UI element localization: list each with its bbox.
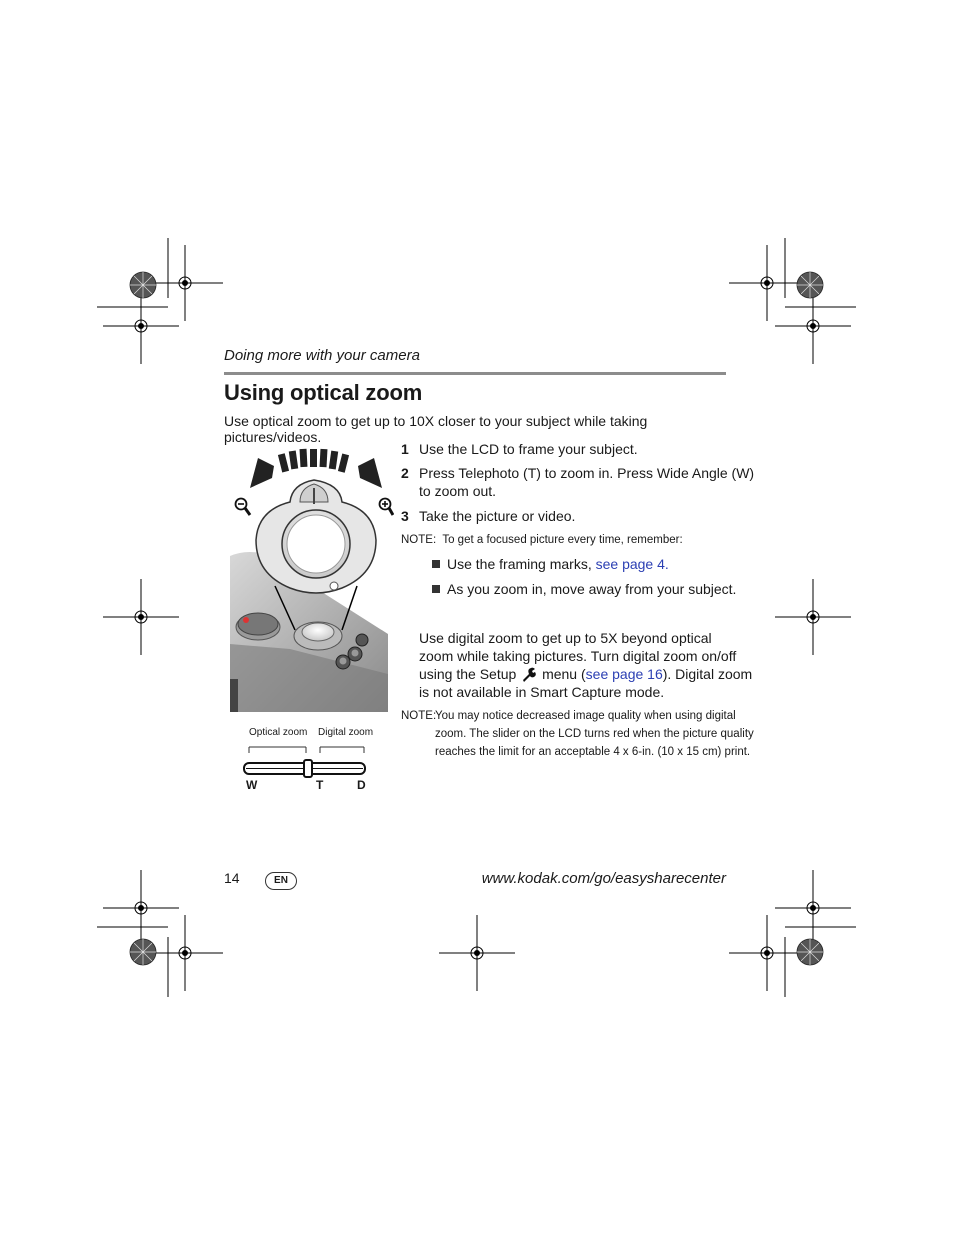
optical-zoom-label: Optical zoom [249,727,308,738]
note-1-bullet-1: Use the framing marks, see page 4. [432,555,669,573]
camera-zoom-illustration [230,444,388,712]
tele-label: T [316,778,324,792]
zoom-in-icon [376,497,394,517]
step-3: 3 Take the picture or video. [401,508,576,524]
setup-wrench-icon [520,666,538,682]
zoom-slider-diagram [240,744,370,778]
digital-zoom-label: Digital zoom [318,727,374,738]
language-badge: EN [265,872,297,890]
step-2: 2 Press Telephoto (T) to zoom in. Press Wide Angle (W) to zoom out. [401,465,755,499]
header-rule [224,372,726,375]
page-title: Using optical zoom [224,380,423,405]
see-page-16-link[interactable]: see page 16 [585,666,663,682]
page-number: 14 [224,870,240,886]
zoom-out-icon [234,497,252,517]
digital-zoom-paragraph: Use digital zoom to get up to 5X beyond optical zoom while taking pictures. Turn digital zoom on/off using the Setup menu (see page 16). Digital zoom is not available in Smart Capture mode. [419,630,753,700]
note-1-bullet-2: As you zoom in, move away from your subject. [432,580,736,598]
see-page-4-link[interactable]: see page 4 [595,556,665,572]
intro-paragraph: Use optical zoom to get up to 10X closer to your subject while taking pictures/videos. [224,413,648,445]
running-header: Doing more with your camera [224,347,420,364]
bullet-marker [432,560,440,568]
note-2: NOTE: [401,710,437,722]
wide-label: W [246,778,258,792]
note-2-text: You may notice decreased image quality when using digital zoom. The slider on the LCD turns red when the picture quality reaches the limit for an acceptable 4 x 6-in. (10 x 15 cm) print. [435,710,754,758]
step-1: 1 Use the LCD to frame your subject. [401,441,638,457]
bullet-marker [432,585,440,593]
digital-label: D [357,778,366,792]
note-1: NOTE: To get a focused picture every time, remember: [401,534,683,546]
footer-url[interactable]: www.kodak.com/go/easysharecenter [481,870,726,887]
